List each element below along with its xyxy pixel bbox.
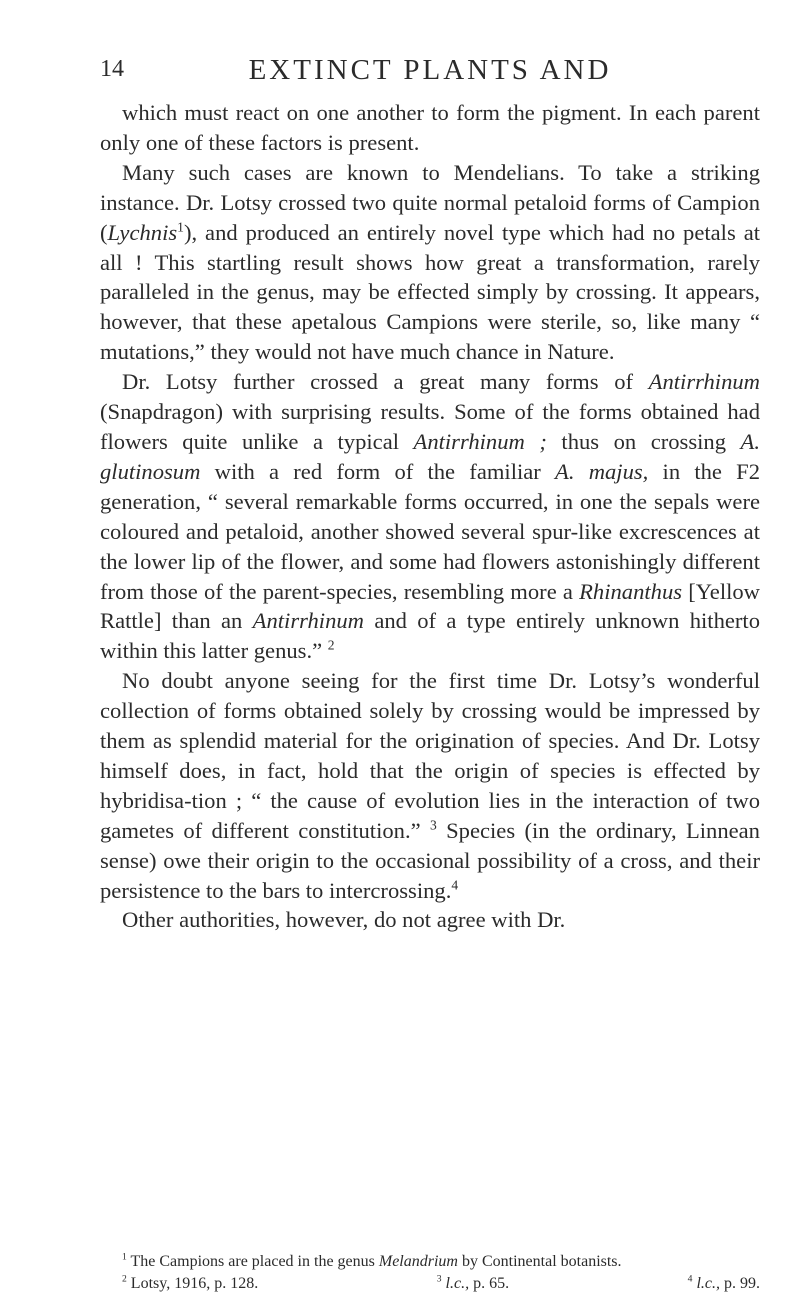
footnote-4: $^4$ l.c., p. 99. <box>687 1273 760 1292</box>
paragraph: Many such cases are known to Mendelians. To take a striking instance. Dr. Lotsy crossed two quite normal petaloid forms of Campion (Lychnis$^1$), and produced an entirely novel type which had no petals at all ! This startling result shows how great a transformation, rarely paralleled in the genus, may be effected simply by crossing. It appears, however, that these apetalous Campions were sterile, so, like many “ mutations,” they would not have much chance in Nature. <box>100 159 760 365</box>
italic-text: Melandrium <box>378 1253 458 1270</box>
footnote-ref: 1 <box>122 1251 127 1263</box>
italic-text: Antirrhinum <box>648 369 760 395</box>
paragraph: which must react on one another to form the pigment. In each parent only one of these factors is present. <box>100 100 760 155</box>
italic-text: Antirrhinum ; <box>413 428 547 454</box>
italic-text: l.c., <box>445 1275 470 1292</box>
footnote-ref: 4 <box>451 877 459 893</box>
italic-text: l.c., <box>696 1275 720 1292</box>
footnote-2: $^2$ Lotsy, 1916, p. 128. <box>122 1273 259 1292</box>
footnote-ref: 4 <box>687 1273 693 1285</box>
footnote-ref: 1 <box>177 219 184 235</box>
footnotes <box>100 1252 760 1294</box>
italic-text: A. majus, <box>555 458 649 484</box>
page-header <box>100 44 760 84</box>
italic-text: Rhinanthus <box>579 578 683 604</box>
italic-text: Lychnis <box>107 219 178 245</box>
footnote-1: $^1$ The Campions are placed in the genus Melandrium by Continental botanists. <box>122 1251 622 1270</box>
paragraph: Dr. Lotsy further crossed a great many forms of Antirrhinum (Snapdragon) with surprising results. Some of the forms obtained had flowers quite unlike a typical Antirrhinum ; thus on crossing A. glutinosum with a red form of the familiar A. majus, in the F2 generation, “ several remarkable forms occurred, in one the sepals were coloured and petaloid, another showed several spur-like excrescences at the lower lip of the flower, and some had flowers astonishingly different from those of the parent-species, resembling more a Rhinanthus [Yellow Rattle] than an Antirrhinum and of a type entirely unknown hitherto within this latter genus.” $^2$ <box>100 369 760 664</box>
footnote-ref: 2 <box>327 637 335 653</box>
italic-text: A. glutinosum <box>100 428 760 484</box>
page-number: 14 <box>100 56 124 82</box>
footnote-ref: 2 <box>122 1273 127 1285</box>
body-text <box>100 98 760 935</box>
running-head: EXTINCT PLANTS AND <box>248 54 612 86</box>
footnote-ref: 3 <box>436 1273 442 1285</box>
paragraph: Other authorities, however, do not agree with Dr. <box>122 907 566 933</box>
paragraph: No doubt anyone seeing for the first time Dr. Lotsy’s wonderful collection of forms obtained solely by crossing would be impressed by them as splendid material for the origination of species. And Dr. Lotsy himself does, in fact, hold that the origin of species is effected by hybridisa-tion ; “ the cause of evolution lies in the interaction of two gametes of different constitution.” $^3$ Species (in the ordinary, Linnean sense) owe their origin to the occasional possibility of a cross, and their persistence to the bars to intercrossing.$^4$ <box>100 668 760 903</box>
italic-text: Antirrhinum <box>252 608 364 634</box>
footnote-row <box>100 1274 760 1294</box>
footnote-3: $^3$ l.c., p. 65. <box>436 1273 510 1292</box>
footnote-ref: 3 <box>429 817 437 833</box>
